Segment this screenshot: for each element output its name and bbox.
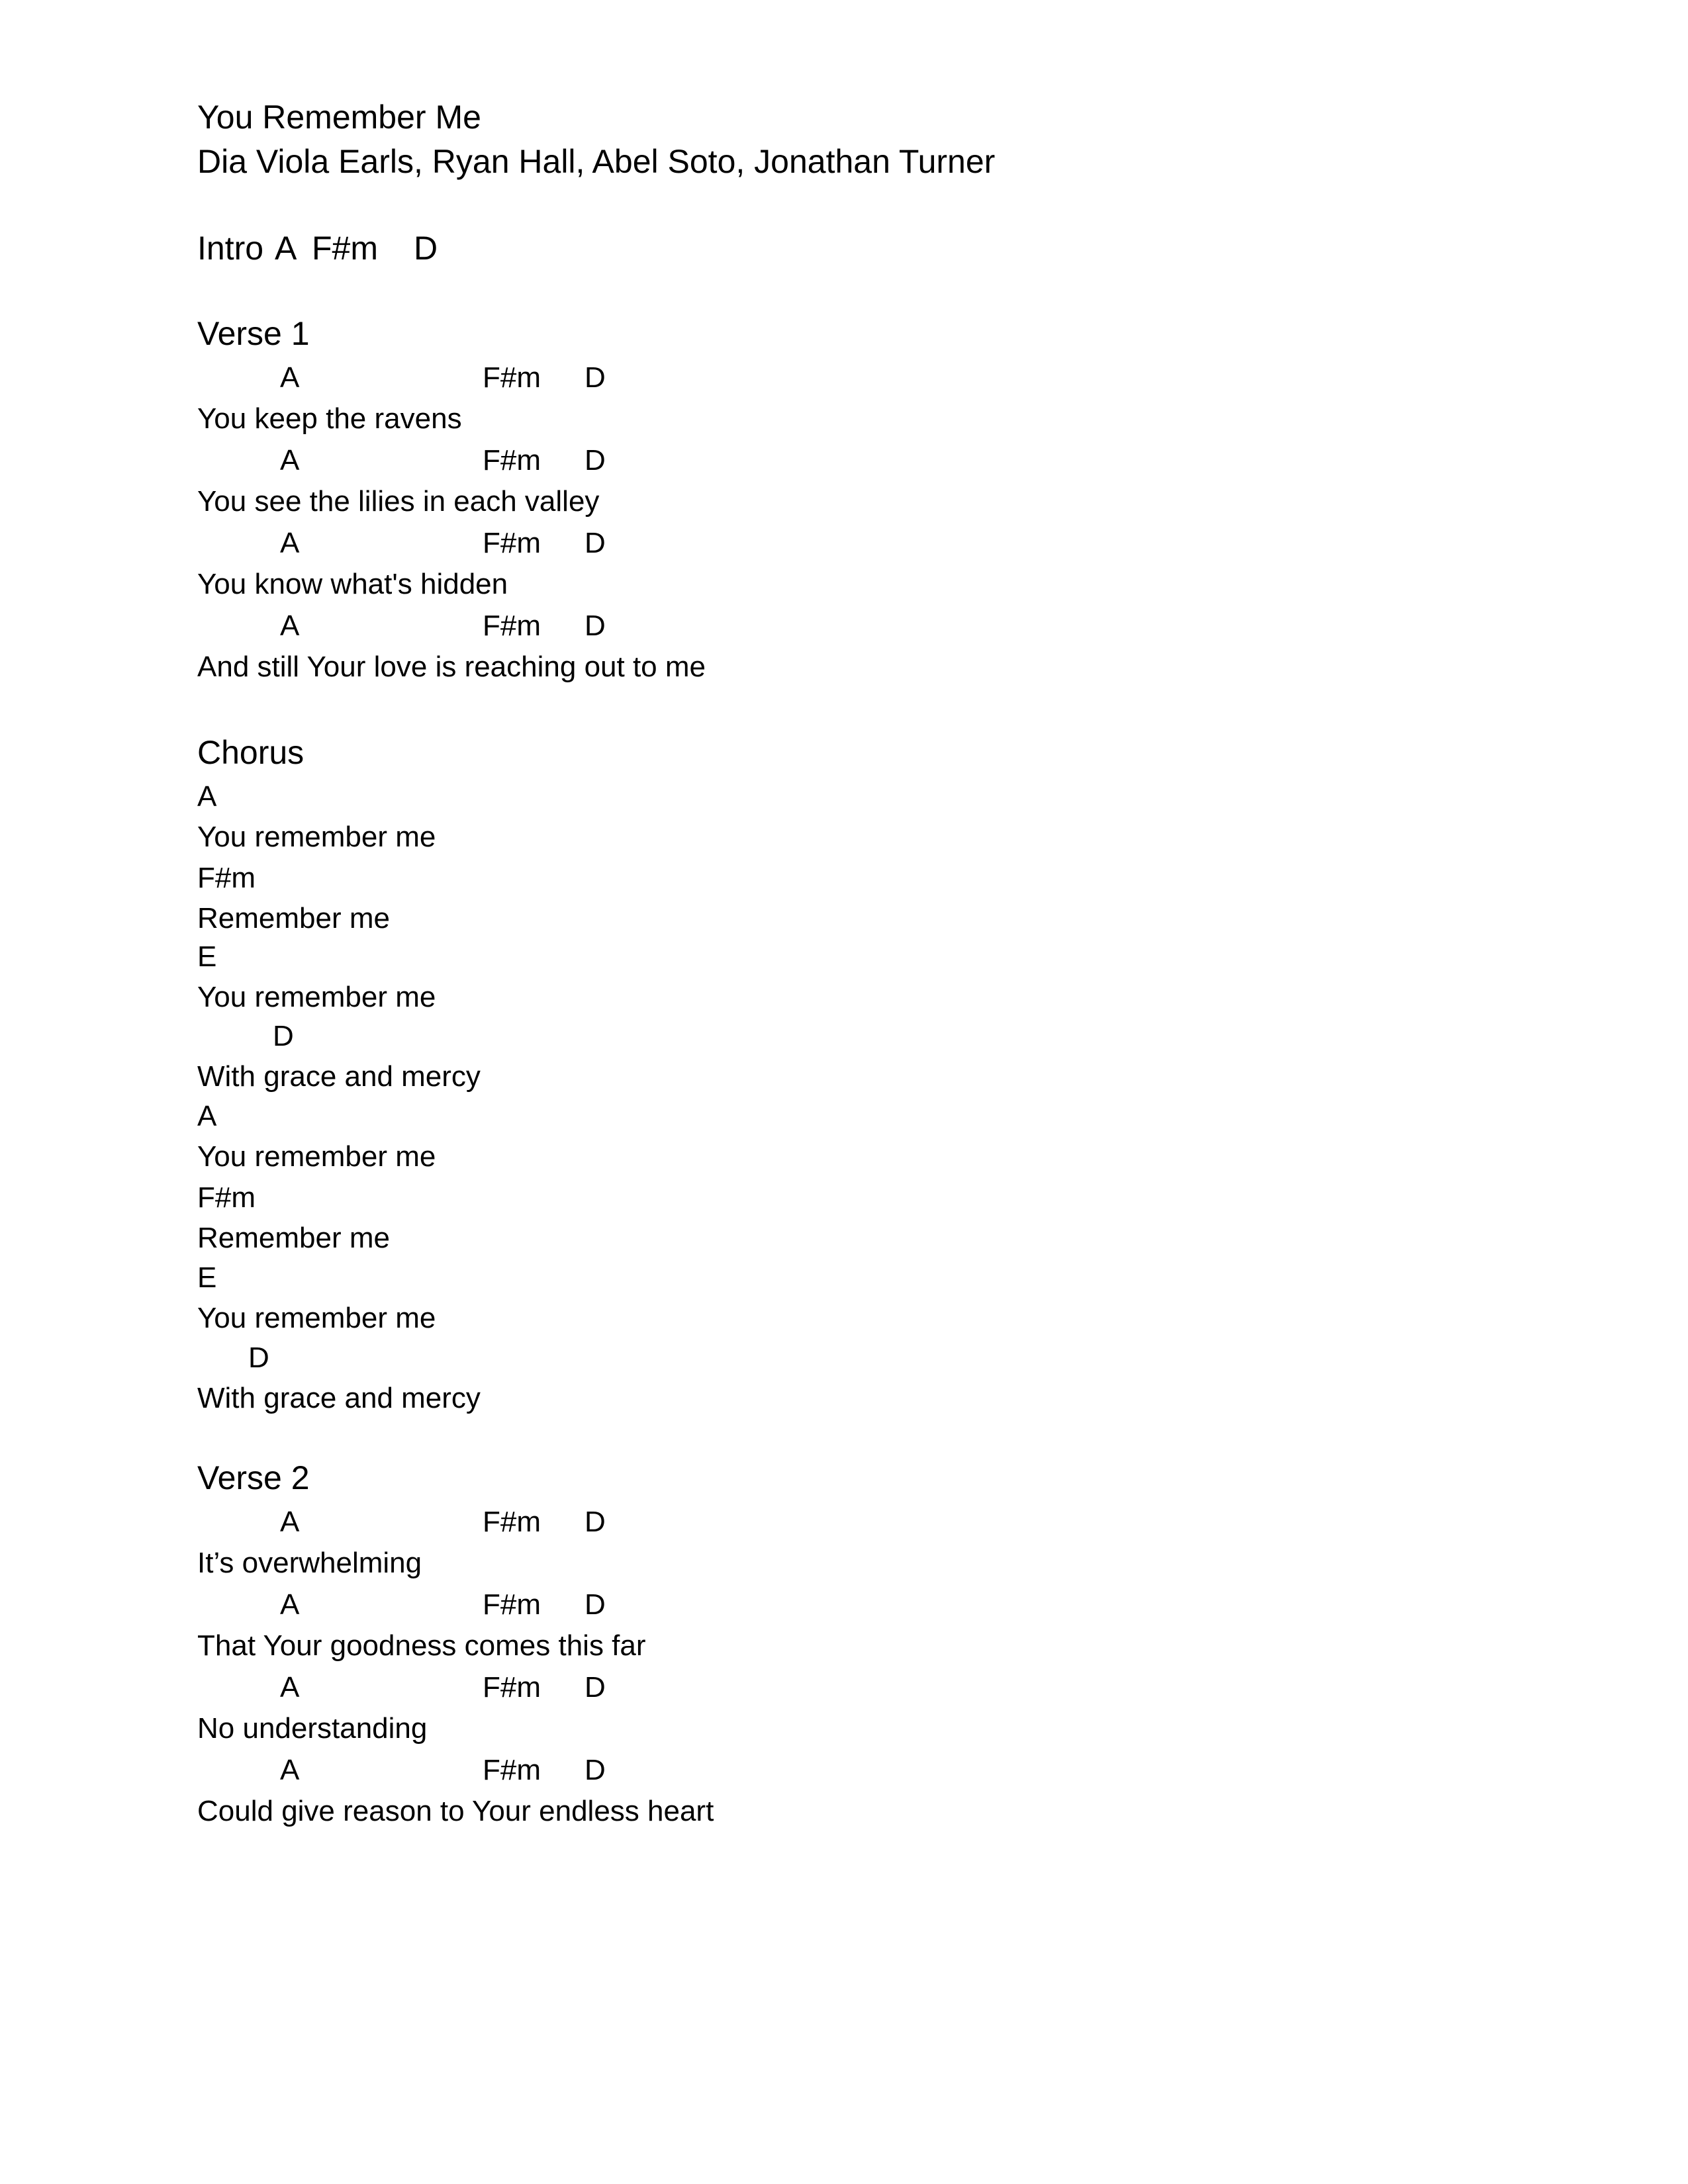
intro-chord: F#m [312,230,378,267]
verse2-heading: Verse 2 [197,1459,310,1496]
chord: F#m [483,610,541,642]
chord: E [197,940,217,973]
chord: A [280,610,300,642]
chord: A [280,361,300,394]
lyric-line: You remember me [197,1302,436,1334]
song-title: You Remember Me [197,99,481,136]
lyric-line: You keep the ravens [197,402,462,435]
chord: F#m [483,444,541,477]
intro-label: Intro [197,230,264,267]
intro-chord: A [275,230,297,267]
chord: F#m [483,1588,541,1621]
chord: F#m [483,1754,541,1786]
chord: E [197,1261,217,1294]
chord: A [280,1754,300,1786]
intro-chord: D [414,230,438,267]
chord: F#m [483,1671,541,1704]
chord: F#m [197,1181,256,1214]
lyric-line: Could give reason to Your endless heart [197,1795,714,1827]
chord: D [585,1671,606,1704]
lyric-line: That Your goodness comes this far [197,1629,646,1662]
chord: D [585,1588,606,1621]
chord: D [585,1506,606,1538]
lyric-line: Remember me [197,902,390,934]
chord: D [585,1754,606,1786]
chord: F#m [483,527,541,559]
lyric-line: With grace and mercy [197,1382,481,1414]
chord: D [585,361,606,394]
chord: F#m [483,1506,541,1538]
verse1-heading: Verse 1 [197,315,310,352]
chorus-heading: Chorus [197,734,305,771]
chord: D [585,610,606,642]
chord: D [273,1020,294,1052]
lyric-line: And still Your love is reaching out to me [197,651,706,683]
lyric-line: You see the lilies in each valley [197,485,600,518]
chord: A [280,1588,300,1621]
chord: D [585,527,606,559]
lyric-line: You remember me [197,1140,436,1173]
lyric-line: Remember me [197,1222,390,1254]
chord: D [585,444,606,477]
chord: A [280,527,300,559]
chord: A [280,1506,300,1538]
lyric-line: You know what's hidden [197,568,508,600]
song-authors: Dia Viola Earls, Ryan Hall, Abel Soto, Jonathan Turner [197,143,996,180]
lyric-line: With grace and mercy [197,1060,481,1093]
chord: A [280,444,300,477]
chord: A [197,1100,217,1132]
lyric-line: No understanding [197,1712,428,1745]
chord: D [248,1342,269,1374]
chord: A [197,780,217,813]
lyric-line: It’s overwhelming [197,1547,422,1579]
chord: F#m [197,862,256,894]
lyric-line: You remember me [197,821,436,853]
chord: A [280,1671,300,1704]
lyric-line: You remember me [197,981,436,1013]
chord: F#m [483,361,541,394]
